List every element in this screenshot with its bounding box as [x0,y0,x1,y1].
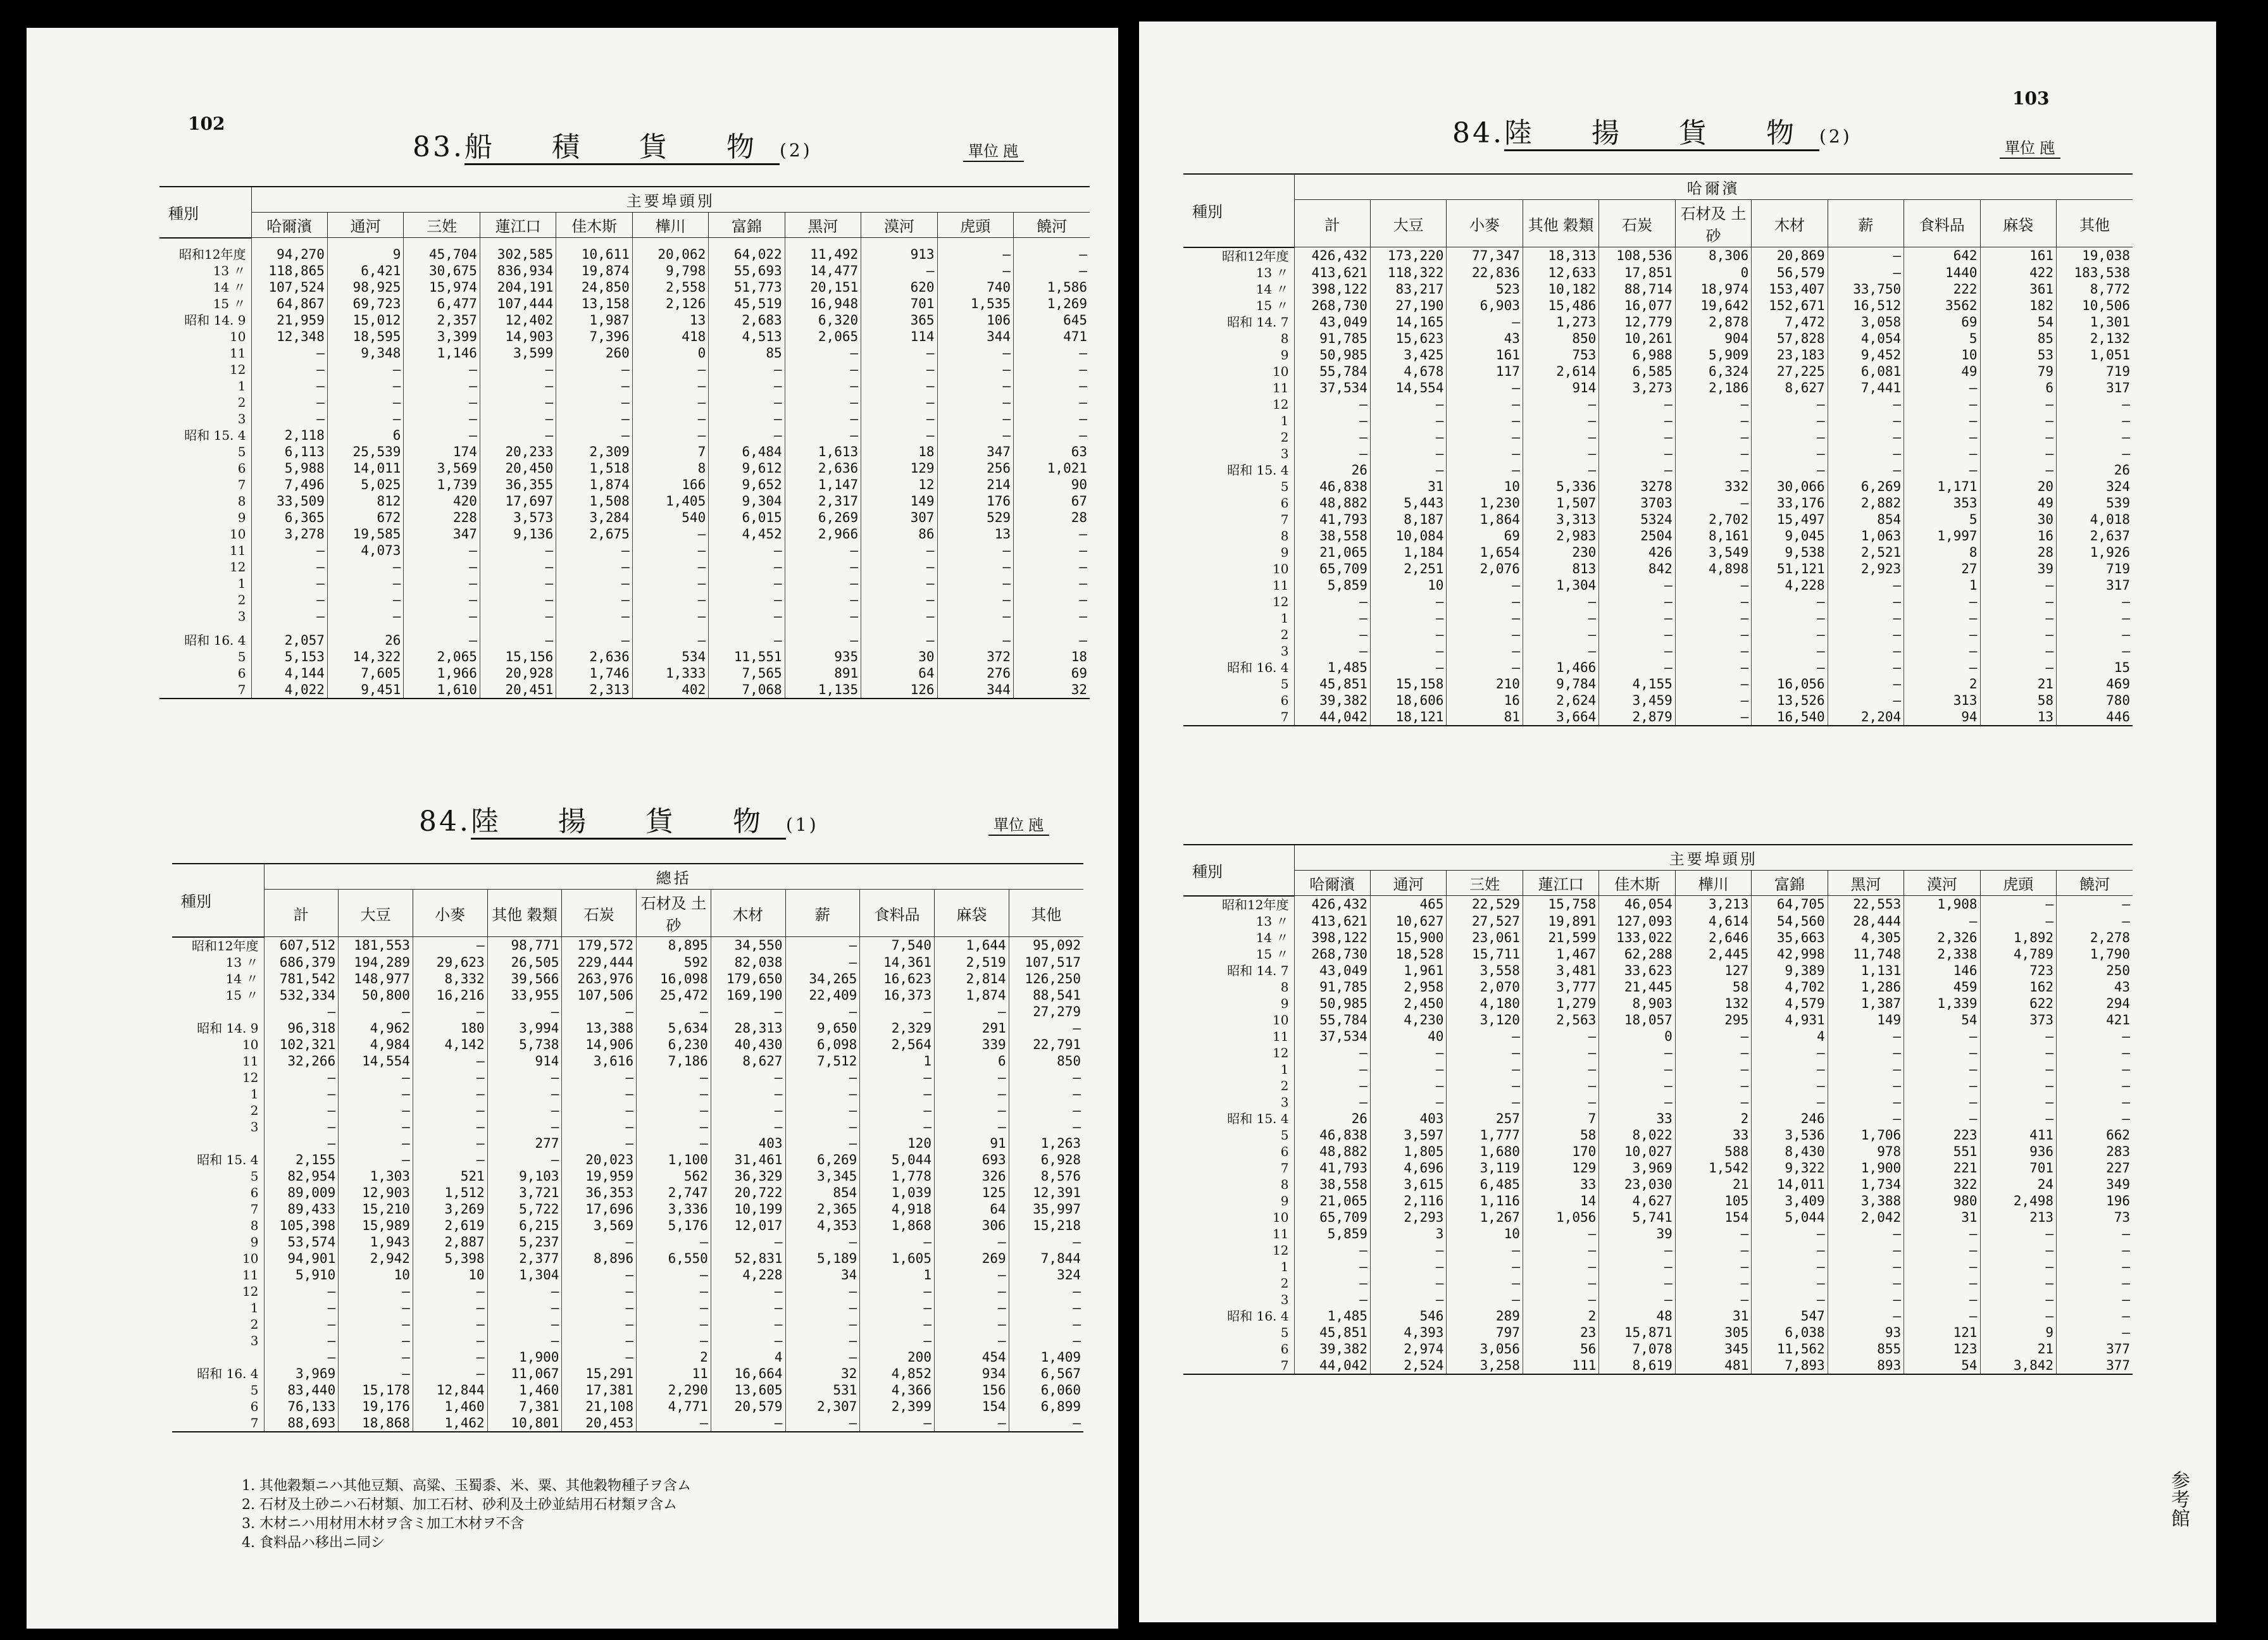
col-header: 計 [1294,200,1370,247]
col-header: 小麥 [1447,200,1523,247]
table-row: — — — 1,900 — 2 4 — 200 454 1,409 [172,1349,1083,1365]
table-row: 11 — 4,073 — — — — — — — — — [159,542,1090,559]
col-header: 漠河 [1904,871,1980,896]
table-row: 7 44,042 2,524 3,258 111 8,619 481 7,893 893 54 3,842 377 [1183,1357,2133,1374]
col-header: 石材及 土砂 [1675,200,1751,247]
table-row: 8 91,785 15,623 43 850 10,261 904 57,828 4,054 5 85 2,132 [1183,330,2133,347]
row-header: 種別 [159,187,251,238]
unit-label: 單位 瓲 [963,139,1024,162]
col-header: 黑河 [1828,871,1904,896]
table-row: 5 45,851 4,393 797 23 15,871 305 6,038 93 121 9 — [1183,1324,2133,1341]
col-header: 計 [264,890,339,937]
table-row: 2 — — — — — — — — — — — [172,1102,1083,1119]
table-row: 11 — 9,348 1,146 3,599 260 0 85 — — — — [159,345,1090,361]
table-row: 12 — — — — — — — — — — — [159,361,1090,378]
table-row: 2 — — — — — — — — — — — [1183,1275,2133,1291]
table-row: 5 6,113 25,539 174 20,233 2,309 7 6,484 1,613 18 347 63 [159,444,1090,460]
table-row: 8 38,558 3,615 6,485 33 23,030 21 14,011 1,734 322 24 349 [1183,1176,2133,1193]
table-row: 7 88,693 18,868 1,462 10,801 20,453 — — — — — — [172,1415,1083,1432]
table-row: 12 — — — — — — — — — — — [1183,396,2133,413]
col-header: 樺川 [1675,871,1751,896]
table-row: 昭和12年度 607,512 181,553 — 98,771 179,572 8,895 34,550 — 7,540 1,644 95,092 [172,937,1083,954]
col-header: 哈爾濱 [251,213,327,238]
footnote: 2. 石材及土砂ニハ石材類、加工石材、砂利及土砂並結用石材類ヲ含ム [242,1497,677,1513]
table-row: 昭和 16. 4 2,057 26 — — — — — — — — — [159,632,1090,649]
table-row: 2 — — — — — — — — — — — [159,394,1090,411]
col-header: 蓮江口 [480,213,556,238]
table-row: 13 〃 686,379 194,289 29,623 26,505 229,444 592 82,038 — 14,361 2,519 107,517 [172,954,1083,971]
table-row: 10 102,321 4,984 4,142 5,738 14,906 6,230 40,430 6,098 2,564 339 22,791 [172,1036,1083,1053]
table-row: 昭和 16. 4 1,485 — — 1,466 — — — — — — 15 [1183,659,2133,676]
table-row: 5 83,440 15,178 12,844 1,460 17,381 2,290 13,605 531 4,366 156 6,060 [172,1382,1083,1398]
table-row: 6 39,382 18,606 16 2,624 3,459 — 13,526 — 313 58 780 [1183,692,2133,709]
table-row: 昭和 14. 9 96,318 4,962 180 3,994 13,388 5,634 28,313 9,650 2,329 291 — [172,1020,1083,1036]
table-83-title: 83.船 積 貨 物(2) [413,124,813,165]
page-number: 103 [2012,88,2050,109]
table-row: 15 〃 268,730 27,190 6,903 15,486 16,077 19,642 152,671 16,512 3562 182 10,506 [1183,297,2133,314]
table-body [159,238,1090,699]
table-row: 9 21,065 1,184 1,654 230 426 3,549 9,538 2,521 8 28 1,926 [1183,544,2133,561]
table-row: 11 5,859 3 10 — 39 — — — — — — [1183,1226,2133,1242]
row-header: 種別 [1183,845,1294,896]
table-row: 3 — — — — — — — — — — — [1183,643,2133,659]
table-row: 7 44,042 18,121 81 3,664 2,879 — 16,540 2,204 94 13 446 [1183,709,2133,726]
group-header: 總括 [264,864,1083,890]
col-header: 大豆 [1370,200,1446,247]
table-row: 2 — — — — — — — — — — — [1183,1078,2133,1094]
table-row: 昭和 15. 4 2,155 — — — 20,023 1,100 31,461 6,269 5,044 693 6,928 [172,1152,1083,1168]
table-row: 12 — — — — — — — — — — — [172,1069,1083,1086]
table-row: 6 5,988 14,011 3,569 20,450 1,518 8 9,612 2,636 129 256 1,021 [159,460,1090,476]
table-body [172,937,1083,1432]
table-row: 7 41,793 4,696 3,119 129 3,969 1,542 9,322 1,900 221 701 227 [1183,1160,2133,1176]
table-row: 12 — — — — — — — — — — — [1183,1242,2133,1258]
side-stamp: 参考館 [2167,1470,2190,1527]
col-header: 石炭 [562,890,637,937]
table-row: 6 48,882 5,443 1,230 1,507 3703 — 33,176 2,882 353 49 539 [1183,495,2133,511]
col-header: 佳木斯 [556,213,632,238]
table-row: 昭和 16. 4 3,969 — — 11,067 15,291 11 16,664 32 4,852 934 6,567 [172,1365,1083,1382]
right-page [1139,22,2216,1622]
table-row: 昭和12年度 94,270 9 45,704 302,585 10,611 20,062 64,022 11,492 913 — — [159,246,1090,263]
table-row: 11 32,266 14,554 — 914 3,616 7,186 8,627 7,512 1 6 850 [172,1053,1083,1069]
col-header: 通河 [327,213,403,238]
col-header: 麻袋 [1980,200,2056,247]
col-header: 饒河 [2057,871,2133,896]
table-row: 15 〃 532,334 50,800 16,216 33,955 107,506 25,472 169,190 22,409 16,373 1,874 88,541 [172,987,1083,1003]
table-row: 3 — — — — — — — — — — — [1183,1094,2133,1110]
col-header: 大豆 [339,890,413,937]
table-row: 昭和 14. 9 21,959 15,012 2,357 12,402 1,987 13 2,683 6,320 365 106 645 [159,312,1090,328]
table-84-2 [1183,173,2133,726]
table-row: 1 — — — — — — — — — — — [159,378,1090,394]
table-row: 3 — — — — — — — — — — — [159,608,1090,624]
table-row: 3 — — — — — — — — — — — [172,1332,1083,1349]
col-header: 麻袋 [934,890,1009,937]
table-row: 14 〃 107,524 98,925 15,974 204,191 24,850 2,558 51,773 20,151 620 740 1,586 [159,279,1090,295]
table-row: 昭和 14. 7 43,049 1,961 3,558 3,481 33,623 127 9,389 1,131 146 723 250 [1183,962,2133,979]
row-header: 種別 [172,864,264,937]
table-row: 5 45,851 15,158 210 9,784 4,155 — 16,056 — 2 21 469 [1183,676,2133,692]
table-row: 2 — — — — — — — — — — — [1183,429,2133,445]
table-row: — — — — — — — — — — 27,279 [172,1003,1083,1020]
table-row: 12 — — — — — — — — — — — [159,559,1090,575]
table-row: 3 — — — — — — — — — — — [159,411,1090,427]
table-row: 10 94,901 2,942 5,398 2,377 8,896 6,550 52,831 5,189 1,605 269 7,844 [172,1250,1083,1267]
unit-label: 單位 瓲 [2000,135,2060,159]
table-row: 8 33,509 812 420 17,697 1,508 1,405 9,304 2,317 149 176 67 [159,493,1090,509]
col-header: 虎頭 [937,213,1013,238]
table-row: 昭和12年度 426,432 465 22,529 15,758 46,054 3,213 64,705 22,553 1,908 — — [1183,896,2133,913]
table-row: 7 7,496 5,025 1,739 36,355 1,874 166 9,652 1,147 12 214 90 [159,476,1090,493]
col-header: 樺川 [632,213,708,238]
table-row: 11 5,910 10 10 1,304 — — 4,228 34 1 — 324 [172,1267,1083,1283]
group-header: 哈爾濱 [1294,174,2133,200]
table-row: 7 41,793 8,187 1,864 3,313 5324 2,702 15,497 854 5 30 4,018 [1183,511,2133,528]
table-row: 1 — — — — — — — — — — — [1183,413,2133,429]
table-row: 12 — — — — — — — — — — — [172,1283,1083,1300]
table-row: 9 53,574 1,943 2,887 5,237 — — — — — — — [172,1234,1083,1250]
table-row: 昭和 15. 4 26 — — — — — — — — — 26 [1183,462,2133,478]
table-row: 11 37,534 14,554 — 914 3,273 2,186 8,627 7,441 — 6 317 [1183,380,2133,396]
table-row: 14 〃 398,122 83,217 523 10,182 88,714 18,974 153,407 33,750 222 361 8,772 [1183,281,2133,297]
col-header: 虎頭 [1980,871,2056,896]
table-row: 8 105,398 15,989 2,619 6,215 3,569 5,176 12,017 4,353 1,868 306 15,218 [172,1217,1083,1234]
footnote: 3. 木材ニハ用材用木材ヲ含ミ加工木材ヲ不含 [242,1516,524,1532]
col-header: 其他 穀類 [487,890,562,937]
col-header: 石材及 土砂 [637,890,711,937]
col-header: 蓮江口 [1523,871,1598,896]
col-header: 薪 [785,890,860,937]
group-header: 主要埠頭別 [251,187,1090,213]
table-row: 13 〃 413,621 118,322 22,836 12,633 17,851 0 56,579 — 1440 422 183,538 [1183,264,2133,281]
table-row: 13 〃 413,621 10,627 27,527 19,891 127,093 4,614 54,560 28,444 — — — [1183,913,2133,929]
table-row: 2 — — — — — — — — — — — [172,1316,1083,1332]
table-row: 1 — — — — — — — — — — — [1183,1061,2133,1078]
table-row: 3 — — — — — — — — — — — [1183,445,2133,462]
table-row: 2 — — — — — — — — — — — [1183,626,2133,643]
table-row: 昭和 15. 4 2,118 6 — — — — — — — — — [159,427,1090,444]
table-84-2-title: 84.陸 揚 貨 物(2) [1452,110,1852,151]
table-row: 12 — — — — — — — — — — — [1183,1045,2133,1061]
footnotes [242,1477,691,1553]
table-row: 6 39,382 2,974 3,056 56 7,078 345 11,562 855 123 21 377 [1183,1341,2133,1357]
table-body [1183,896,2133,1374]
table-84-1 [172,863,1083,1432]
col-header: 其他 穀類 [1523,200,1598,247]
table-row: 7 4,022 9,451 1,610 20,451 2,313 402 7,068 1,135 126 344 32 [159,681,1090,699]
table-row: 1 — — — — — — — — — — — [172,1086,1083,1102]
table-row: 5 46,838 31 10 5,336 3278 332 30,066 6,269 1,171 20 324 [1183,478,2133,495]
table-row: 11 37,534 40 — — 0 — 4 — — — — [1183,1028,2133,1045]
table-row: 10 55,784 4,230 3,120 2,563 18,057 295 4,931 149 54 373 421 [1183,1012,2133,1028]
col-header: 黑河 [785,213,861,238]
col-header: 三姓 [1447,871,1523,896]
table-row: 6 89,009 12,903 1,512 3,721 36,353 2,747 20,722 854 1,039 125 12,391 [172,1184,1083,1201]
table-row: 5 82,954 1,303 521 9,103 19,959 562 36,329 3,345 1,778 326 8,576 [172,1168,1083,1184]
table-row: 昭和 15. 4 26 403 257 7 33 2 246 — — — — [1183,1110,2133,1127]
table-row: 9 21,065 2,116 1,116 14 4,627 105 3,409 3,388 980 2,498 196 [1183,1193,2133,1209]
table-row: 6 4,144 7,605 1,966 20,928 1,746 1,333 7,565 891 64 276 69 [159,665,1090,681]
table-row: 3 — — — — — — — — — — — [172,1119,1083,1135]
footnote: 4. 食料品ハ移出ニ同シ [242,1535,385,1551]
table-row: 5 46,838 3,597 1,777 58 8,022 33 3,536 1,706 223 411 662 [1183,1127,2133,1143]
table-83 [159,186,1090,699]
col-header: 三姓 [404,213,480,238]
table-row: 11 5,859 10 — 1,304 — — 4,228 — 1 — 317 [1183,577,2133,593]
table-row: 昭和12年度 426,432 173,220 77,347 18,313 108,536 8,306 20,869 — 642 161 19,038 [1183,247,2133,264]
table-row: 6 48,882 1,805 1,680 170 10,027 588 8,430 978 551 936 283 [1183,1143,2133,1160]
table-body [1183,247,2133,726]
table-row: — — — 277 — — 403 — 120 91 1,263 [172,1135,1083,1152]
table-84-3 [1183,844,2133,1375]
col-header: 富錦 [1752,871,1828,896]
col-header: 哈爾濱 [1294,871,1370,896]
unit-label: 單位 瓲 [988,812,1049,836]
table-row: 10 3,278 19,585 347 9,136 2,675 — 4,452 2,966 86 13 — [159,526,1090,542]
table-row: 15 〃 64,867 69,723 6,477 107,444 13,158 2,126 45,519 16,948 701 1,535 1,269 [159,295,1090,312]
table-row: 13 〃 118,865 6,421 30,675 836,934 19,874 9,798 55,693 14,477 — — — [159,263,1090,279]
col-header: 食料品 [1904,200,1980,247]
table-row: 9 6,365 672 228 3,573 3,284 540 6,015 6,269 307 529 28 [159,509,1090,526]
page-number: 102 [188,113,225,134]
table-row: 1 — — — — — — — — — — — [172,1300,1083,1316]
col-header: 佳木斯 [1599,871,1675,896]
table-row: 5 5,153 14,322 2,065 15,156 2,636 534 11,551 935 30 372 18 [159,649,1090,665]
table-row: 10 55,784 4,678 117 2,614 6,585 6,324 27,225 6,081 49 79 719 [1183,363,2133,380]
table-row: 1 — — — — — — — — — — — [1183,1258,2133,1275]
table-row: 8 38,558 10,084 69 2,983 2504 8,161 9,045 1,063 1,997 16 2,637 [1183,528,2133,544]
table-row: 3 — — — — — — — — — — — [1183,1291,2133,1308]
footnote: 1. 其他穀類ニハ其他豆類、高粱、玉蜀黍、米、粟、其他穀物種子ヲ含ム [242,1478,691,1494]
col-header: 漠河 [861,213,937,238]
table-row: 2 — — — — — — — — — — — [159,592,1090,608]
table-row: 6 76,133 19,176 1,460 7,381 21,108 4,771 20,579 2,307 2,399 154 6,899 [172,1398,1083,1415]
table-row: 7 89,433 15,210 3,269 5,722 17,696 3,336 10,199 2,365 4,918 64 35,997 [172,1201,1083,1217]
table-row: 9 50,985 3,425 161 753 6,988 5,909 23,183 9,452 10 53 1,051 [1183,347,2133,363]
col-header: 石炭 [1599,200,1675,247]
table-row: 15 〃 268,730 18,528 15,711 1,467 62,288 2,445 42,998 11,748 2,338 4,789 1,790 [1183,946,2133,962]
row-header: 種別 [1183,174,1294,247]
left-page [27,28,1118,1629]
table-row: 8 91,785 2,958 2,070 3,777 21,445 58 4,702 1,286 459 162 43 [1183,979,2133,995]
col-header: 通河 [1370,871,1446,896]
table-row: 10 65,709 2,293 1,267 1,056 5,741 154 5,044 2,042 31 213 73 [1183,1209,2133,1226]
col-header: 富錦 [709,213,785,238]
table-row: 12 — — — — — — — — — — — [1183,593,2133,610]
table-row: 昭和 14. 7 43,049 14,165 — 1,273 12,779 2,878 7,472 3,058 69 54 1,301 [1183,314,2133,330]
col-header: 其他 [2057,200,2133,247]
table-row: 昭和 16. 4 1,485 546 289 2 48 31 547 — — — — [1183,1308,2133,1324]
table-84-1-title: 84.陸 揚 貨 物(1) [419,798,819,839]
table-row: 10 65,709 2,251 2,076 813 842 4,898 51,121 2,923 27 39 719 [1183,561,2133,577]
col-header: 薪 [1828,200,1904,247]
table-row: 14 〃 781,542 148,977 8,332 39,566 263,976 16,098 179,650 34,265 16,623 2,814 126,250 [172,971,1083,987]
table-row: 1 — — — — — — — — — — — [1183,610,2133,626]
col-header: 木材 [711,890,785,937]
col-header: 饒河 [1014,213,1090,238]
table-row: 10 12,348 18,595 3,399 14,903 7,396 418 4,513 2,065 114 344 471 [159,328,1090,345]
table-row: 1 — — — — — — — — — — — [159,575,1090,592]
col-header: 食料品 [860,890,935,937]
col-header: 其他 [1009,890,1083,937]
table-row: 14 〃 398,122 15,900 23,061 21,599 133,022 2,646 35,663 4,305 2,326 1,892 2,278 [1183,929,2133,946]
col-header: 木材 [1752,200,1828,247]
col-header: 小麥 [413,890,487,937]
group-header: 主要埠頭別 [1294,845,2133,871]
table-row: 9 50,985 2,450 4,180 1,279 8,903 132 4,579 1,387 1,339 622 294 [1183,995,2133,1012]
